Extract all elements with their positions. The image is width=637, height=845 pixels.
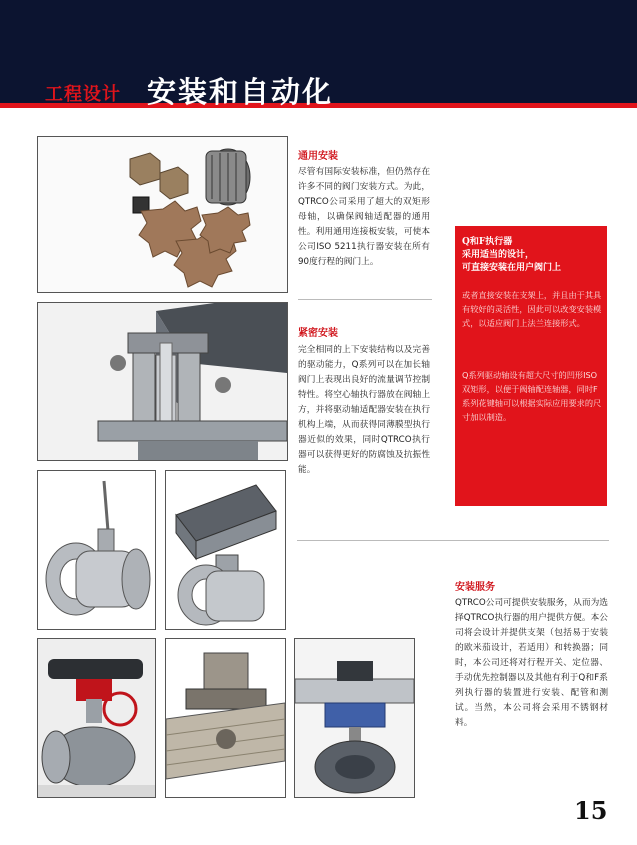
section-divider	[298, 299, 432, 300]
general-install-body: 尽管有国际安装标准，但仍然存在许多不同的阀门安装方式。为此，QTRCO公司采用了超大的双矩形母轴，以确保阀轴适配器的通用性。利用通用连接板安装，可使本公司ISO 5211执行器安装在所有90度行程的阀门上。	[298, 167, 430, 267]
callout-box	[455, 226, 607, 506]
page-title: 安装和自动化	[147, 75, 334, 109]
callout-paragraph-1: 或者直接安装在支架上，并且由于其具有较好的灵活性，因此可以改变安装模式，以适应阀门上法兰连接形式。	[462, 290, 602, 328]
sealed-install-body: 完全相同的上下安装结构以及完善的驱动能力，Q系列可以在加长轴阀门上表现出良好的流量调节控制特性。将空心轴执行器放在阀轴上方，并将驱动轴适配器安装在执行机构上端，从而获得同薄膜型执行器近似的效果，同时QTRCO执行器可以获得更好的防腐蚀及抗振性能。	[298, 345, 430, 475]
general-install-title: 通用安装	[298, 151, 338, 162]
section-category-title: 工程设计	[45, 84, 121, 105]
callout-paragraph-2: Q系列驱动轴设有超大尺寸的凹形ISO双矩形，以便于阀轴配连轴器，同时F系列花键轴可以根据实际应用要求的尺寸加以制造。	[462, 370, 602, 422]
callout-heading: Q和F执行器 采用适当的设计， 可直接安装在用户阀门上	[462, 237, 562, 273]
install-service-title: 安装服务	[455, 582, 495, 593]
ball-valve-photo	[37, 470, 156, 630]
install-service-body: QTRCO公司可提供安装服务，从而为选择QTRCO执行器的用户提供方便。本公司将会设计并提供支架（包括易于安装的欧米茄设计，若适用）和转换器；同时，本公司还将对行程开关、定位器、手动优先控制器以及其他有利于Q和F系列执行器的装置进行安装、配管和测试。当然，本公司将会采用不锈钢材料。	[455, 598, 608, 728]
section-divider	[297, 540, 609, 541]
sealed-install-title: 紧密安装	[298, 328, 338, 339]
sealed-install-cutaway-photo	[37, 302, 288, 461]
actuator-assembly-photo	[165, 638, 286, 798]
coupling-adapters-photo	[37, 136, 288, 293]
pipeline-valve-photo	[294, 638, 415, 798]
gear-operator-valve-photo	[37, 638, 156, 798]
page-number: 15	[574, 796, 608, 825]
valve-with-actuator-photo	[165, 470, 286, 630]
